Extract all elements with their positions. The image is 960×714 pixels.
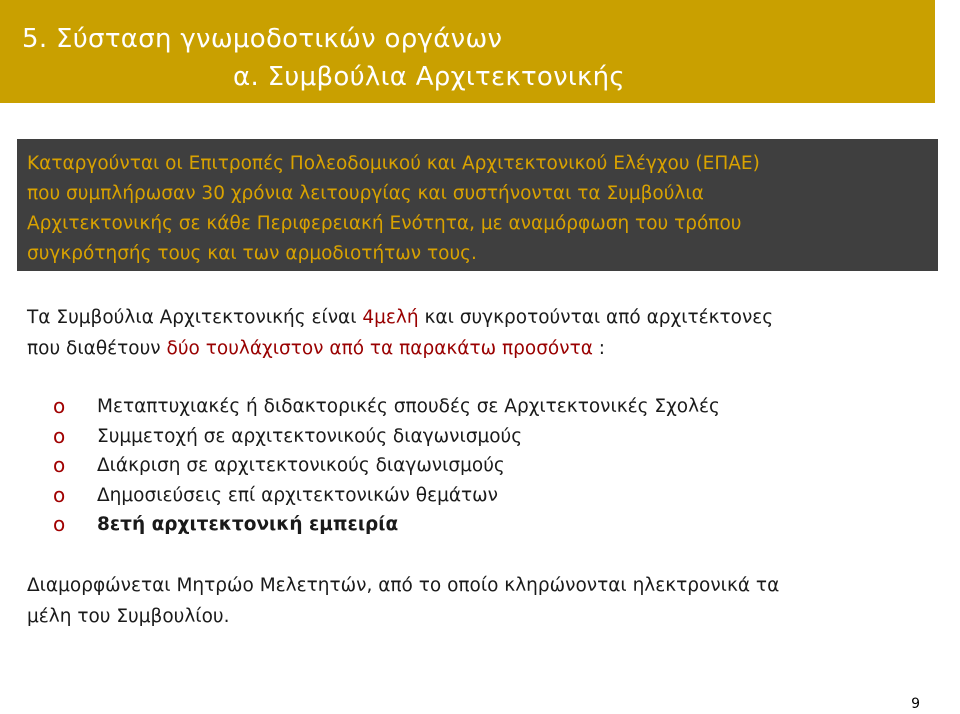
list-item-text: Μεταπτυχιακές ή διδακτορικές σπουδές σε Αρχιτεκτονικές Σχολές <box>97 396 720 417</box>
members-count-highlight: 4μελή <box>362 307 419 328</box>
summary-text <box>27 149 932 269</box>
composition-text: : <box>592 338 606 359</box>
list-item-text: Δημοσιεύσεις επί αρχιτεκτονικών θεμάτων <box>97 484 498 506</box>
list-item-text: 8ετή αρχιτεκτονική εμπειρία <box>97 514 399 535</box>
qualifications-highlight: δύο τουλάχιστον από τα παρακάτω προσόντα <box>166 338 593 359</box>
slide-title: 5. Σύσταση γνωμοδοτικών οργάνων <box>22 24 503 54</box>
list-item-text: Διάκριση σε αρχιτεκτονικούς διαγωνισμούς <box>97 455 505 476</box>
summary-line: Αρχιτεκτονικής σε κάθε Περιφερειακή Ενότητα, με αναμόρφωση του τρόπου <box>27 213 742 234</box>
list-item <box>53 451 720 481</box>
title-bar <box>0 0 935 103</box>
list-item <box>53 481 720 511</box>
list-item <box>53 510 720 540</box>
qualifications-list <box>53 392 720 540</box>
slide-subtitle: α. Συμβούλια Αρχιτεκτονικής <box>233 62 625 92</box>
bullet-icon: o <box>53 453 66 477</box>
summary-line: συγκρότησής τους και των αρμοδιοτήτων τους. <box>27 243 477 264</box>
composition-paragraph <box>27 302 937 364</box>
bullet-icon: o <box>53 482 66 507</box>
registry-paragraph <box>27 570 937 632</box>
page-number: 9 <box>911 696 920 712</box>
registry-line: μέλη του Συμβουλίου. <box>27 606 230 627</box>
composition-line-2 <box>27 333 937 364</box>
bullet-icon: o <box>53 512 66 536</box>
composition-text: που διαθέτουν <box>27 338 167 359</box>
summary-line: Καταργούνται οι Επιτροπές Πολεοδομικού και Αρχιτεκτονικού Ελέγχου (ΕΠΑΕ) <box>27 153 760 174</box>
bullet-icon: o <box>53 394 66 418</box>
summary-line: που συμπλήρωσαν 30 χρόνια λειτουργίας και συστήνονται τα Συμβούλια <box>27 183 704 204</box>
list-item <box>53 392 720 422</box>
list-item-text: Συμμετοχή σε αρχιτεκτονικούς διαγωνισμούς <box>97 425 523 447</box>
composition-text: Τα Συμβούλια Αρχιτεκτονικής είναι <box>27 307 363 328</box>
composition-line-1 <box>27 302 937 333</box>
bullet-icon: o <box>53 423 66 448</box>
list-item <box>53 422 720 452</box>
registry-line: Διαμορφώνεται Μητρώο Μελετητών, από το οποίο κληρώνονται ηλεκτρονικά τα <box>27 575 780 596</box>
composition-text: και συγκροτούνται από αρχιτέκτονες <box>418 307 774 328</box>
